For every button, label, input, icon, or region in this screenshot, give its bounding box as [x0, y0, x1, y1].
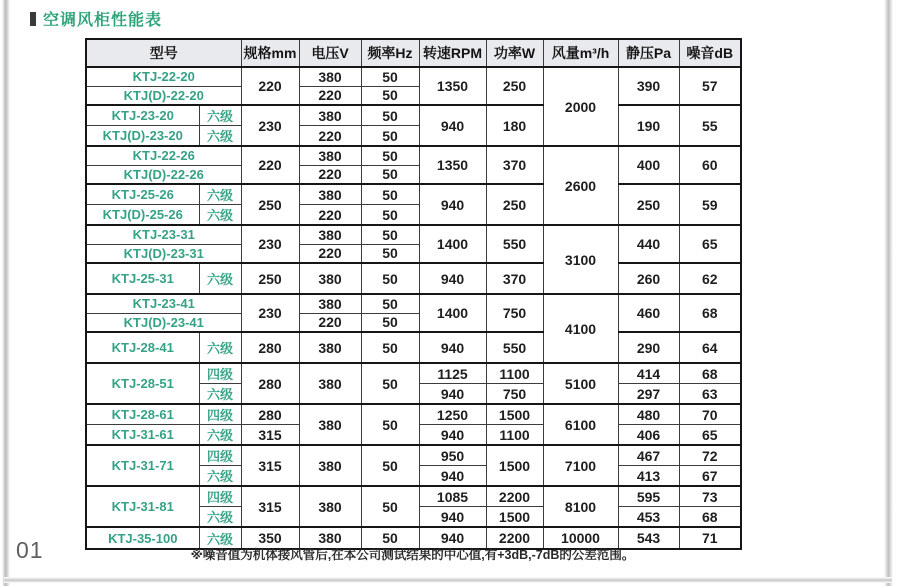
- value-cell: 380: [299, 363, 361, 404]
- value-cell: 550: [486, 225, 543, 263]
- value-cell: 750: [486, 294, 543, 332]
- value-cell: 406: [618, 425, 679, 446]
- pole-rating-cell: 六级: [199, 507, 241, 528]
- value-cell: 414: [618, 363, 679, 384]
- value-cell: 413: [618, 466, 679, 487]
- value-cell: 280: [241, 363, 299, 404]
- model-cell: KTJ-23-20: [86, 105, 199, 126]
- model-cell: KTJ-23-41: [86, 294, 241, 313]
- value-cell: 1500: [486, 507, 543, 528]
- value-cell: 940: [419, 507, 486, 528]
- value-cell: 50: [361, 67, 419, 86]
- pole-rating-cell: 四级: [199, 486, 241, 507]
- value-cell: 1400: [419, 294, 486, 332]
- value-cell: 460: [618, 294, 679, 332]
- value-cell: 280: [241, 404, 299, 425]
- value-cell: 1125: [419, 363, 486, 384]
- model-cell: KTJ-31-81: [86, 486, 199, 527]
- model-cell: KTJ-25-26: [86, 184, 199, 205]
- model-cell: KTJ-25-31: [86, 263, 199, 294]
- value-cell: 380: [299, 486, 361, 527]
- model-cell: KTJ-22-20: [86, 67, 241, 86]
- value-cell: 73: [679, 486, 741, 507]
- value-cell: 315: [241, 445, 299, 486]
- pole-rating-cell: 六级: [199, 205, 241, 226]
- column-header: 型号: [86, 39, 241, 67]
- pole-rating-cell: 六级: [199, 466, 241, 487]
- value-cell: 10000: [543, 527, 618, 549]
- value-cell: 260: [618, 263, 679, 294]
- value-cell: 70: [679, 404, 741, 425]
- value-cell: 50: [361, 205, 419, 226]
- column-header: 规格mm: [241, 39, 299, 67]
- value-cell: 230: [241, 225, 299, 263]
- table-row: [86, 404, 741, 425]
- page-edge-right: [884, 0, 893, 586]
- value-cell: 1500: [486, 445, 543, 486]
- value-cell: 5100: [543, 363, 618, 404]
- value-cell: 68: [679, 363, 741, 384]
- model-cell: KTJ(D)-22-26: [86, 165, 241, 184]
- value-cell: 543: [618, 527, 679, 549]
- value-cell: 67: [679, 466, 741, 487]
- value-cell: 50: [361, 165, 419, 184]
- pole-rating-cell: 六级: [199, 384, 241, 405]
- value-cell: 950: [419, 445, 486, 466]
- value-cell: 50: [361, 263, 419, 294]
- value-cell: 220: [299, 313, 361, 332]
- model-cell: KTJ-28-61: [86, 404, 199, 425]
- value-cell: 380: [299, 294, 361, 313]
- value-cell: 2000: [543, 67, 618, 146]
- value-cell: 4100: [543, 294, 618, 363]
- value-cell: 280: [241, 332, 299, 363]
- value-cell: 940: [419, 105, 486, 146]
- value-cell: 220: [299, 126, 361, 147]
- value-cell: 350: [241, 527, 299, 549]
- table-row: [86, 486, 741, 507]
- value-cell: 50: [361, 146, 419, 165]
- value-cell: 1500: [486, 404, 543, 425]
- page-title: 空调风柜性能表: [43, 12, 163, 29]
- value-cell: 595: [618, 486, 679, 507]
- value-cell: 3100: [543, 225, 618, 294]
- value-cell: 1350: [419, 146, 486, 184]
- value-cell: 315: [241, 425, 299, 446]
- pole-rating-cell: 六级: [199, 527, 241, 549]
- value-cell: 380: [299, 445, 361, 486]
- table-row: [86, 67, 741, 86]
- value-cell: 1100: [486, 363, 543, 384]
- model-cell: KTJ(D)-23-41: [86, 313, 241, 332]
- value-cell: 65: [679, 425, 741, 446]
- pole-rating-cell: 六级: [199, 126, 241, 147]
- value-cell: 940: [419, 466, 486, 487]
- value-cell: 1250: [419, 404, 486, 425]
- value-cell: 940: [419, 332, 486, 363]
- value-cell: 370: [486, 263, 543, 294]
- value-cell: 64: [679, 332, 741, 363]
- value-cell: 220: [241, 146, 299, 184]
- page-edge-bottom: [4, 577, 892, 583]
- value-cell: 50: [361, 126, 419, 147]
- value-cell: 220: [299, 205, 361, 226]
- pole-rating-cell: 六级: [199, 105, 241, 126]
- table-row: [86, 332, 741, 363]
- column-header: 转速RPM: [419, 39, 486, 67]
- value-cell: 440: [618, 225, 679, 263]
- value-cell: 63: [679, 384, 741, 405]
- table-row: [86, 225, 741, 244]
- value-cell: 65: [679, 225, 741, 263]
- model-cell: KTJ-22-26: [86, 146, 241, 165]
- value-cell: 190: [618, 105, 679, 146]
- value-cell: 50: [361, 105, 419, 126]
- value-cell: 180: [486, 105, 543, 146]
- value-cell: 220: [299, 86, 361, 105]
- table-row: [86, 294, 741, 313]
- value-cell: 60: [679, 146, 741, 184]
- value-cell: 2200: [486, 486, 543, 507]
- pole-rating-cell: 四级: [199, 445, 241, 466]
- value-cell: 2600: [543, 146, 618, 225]
- column-header: 风量m³/h: [543, 39, 618, 67]
- value-cell: 250: [486, 184, 543, 225]
- model-cell: KTJ-23-31: [86, 225, 241, 244]
- value-cell: 250: [618, 184, 679, 225]
- value-cell: 940: [419, 384, 486, 405]
- pole-rating-cell: 四级: [199, 363, 241, 384]
- value-cell: 220: [299, 165, 361, 184]
- value-cell: 453: [618, 507, 679, 528]
- value-cell: 315: [241, 486, 299, 527]
- value-cell: 50: [361, 225, 419, 244]
- value-cell: 230: [241, 105, 299, 146]
- pole-rating-cell: 六级: [199, 425, 241, 446]
- page-edge-left: [2, 0, 10, 586]
- value-cell: 297: [618, 384, 679, 405]
- table-body: [86, 67, 741, 549]
- value-cell: 290: [618, 332, 679, 363]
- value-cell: 380: [299, 67, 361, 86]
- value-cell: 1400: [419, 225, 486, 263]
- model-cell: KTJ(D)-25-26: [86, 205, 199, 226]
- value-cell: 50: [361, 486, 419, 527]
- value-cell: 62: [679, 263, 741, 294]
- value-cell: 50: [361, 332, 419, 363]
- value-cell: 940: [419, 263, 486, 294]
- value-cell: 68: [679, 294, 741, 332]
- value-cell: 7100: [543, 445, 618, 486]
- model-cell: KTJ-35-100: [86, 527, 199, 549]
- value-cell: 380: [299, 105, 361, 126]
- value-cell: 940: [419, 527, 486, 549]
- column-header: 功率W: [486, 39, 543, 67]
- table-header-row: [86, 39, 741, 67]
- table-row: [86, 184, 741, 205]
- table-row: [86, 146, 741, 165]
- table-row: [86, 445, 741, 466]
- column-header: 静压Pa: [618, 39, 679, 67]
- value-cell: 220: [241, 67, 299, 105]
- table-row: [86, 363, 741, 384]
- page-number: 01: [16, 537, 44, 563]
- value-cell: 380: [299, 263, 361, 294]
- model-cell: KTJ-31-71: [86, 445, 199, 486]
- value-cell: 750: [486, 384, 543, 405]
- value-cell: 72: [679, 445, 741, 466]
- value-cell: 550: [486, 332, 543, 363]
- value-cell: 1350: [419, 67, 486, 105]
- value-cell: 250: [241, 184, 299, 225]
- value-cell: 390: [618, 67, 679, 105]
- value-cell: 50: [361, 445, 419, 486]
- value-cell: 380: [299, 225, 361, 244]
- pole-rating-cell: 六级: [199, 184, 241, 205]
- value-cell: 400: [618, 146, 679, 184]
- table-row: [86, 105, 741, 126]
- pole-rating-cell: 四级: [199, 404, 241, 425]
- value-cell: 940: [419, 184, 486, 225]
- section-header: [30, 7, 162, 30]
- column-header: 电压V: [299, 39, 361, 67]
- value-cell: 50: [361, 527, 419, 549]
- value-cell: 50: [361, 244, 419, 263]
- model-cell: KTJ-31-61: [86, 425, 199, 446]
- value-cell: 370: [486, 146, 543, 184]
- model-cell: KTJ(D)-22-20: [86, 86, 241, 105]
- value-cell: 55: [679, 105, 741, 146]
- value-cell: 230: [241, 294, 299, 332]
- value-cell: 71: [679, 527, 741, 549]
- model-cell: KTJ-28-51: [86, 363, 199, 404]
- value-cell: 1100: [486, 425, 543, 446]
- section-marker-icon: [30, 12, 36, 26]
- value-cell: 380: [299, 404, 361, 445]
- pole-rating-cell: 六级: [199, 332, 241, 363]
- model-cell: KTJ-28-41: [86, 332, 199, 363]
- value-cell: 480: [618, 404, 679, 425]
- table-row: [86, 263, 741, 294]
- value-cell: 50: [361, 184, 419, 205]
- value-cell: 57: [679, 67, 741, 105]
- model-cell: KTJ(D)-23-20: [86, 126, 199, 147]
- column-header: 频率Hz: [361, 39, 419, 67]
- value-cell: 50: [361, 404, 419, 445]
- value-cell: 50: [361, 363, 419, 404]
- value-cell: 220: [299, 244, 361, 263]
- value-cell: 940: [419, 425, 486, 446]
- value-cell: 380: [299, 146, 361, 165]
- value-cell: 50: [361, 313, 419, 332]
- value-cell: 2200: [486, 527, 543, 549]
- pole-rating-cell: 六级: [199, 263, 241, 294]
- value-cell: 250: [486, 67, 543, 105]
- model-cell: KTJ(D)-23-31: [86, 244, 241, 263]
- value-cell: 50: [361, 86, 419, 105]
- value-cell: 8100: [543, 486, 618, 527]
- value-cell: 380: [299, 527, 361, 549]
- value-cell: 1085: [419, 486, 486, 507]
- value-cell: 68: [679, 507, 741, 528]
- value-cell: 250: [241, 263, 299, 294]
- value-cell: 467: [618, 445, 679, 466]
- value-cell: 59: [679, 184, 741, 225]
- value-cell: 380: [299, 184, 361, 205]
- column-header: 噪音dB: [679, 39, 741, 67]
- footnote: ※噪音值为机体接风管后,在本公司测试结果的中心值,有+3dB,-7dB的公差范围。: [190, 548, 635, 562]
- value-cell: 380: [299, 332, 361, 363]
- value-cell: 50: [361, 294, 419, 313]
- performance-table: [85, 38, 742, 550]
- value-cell: 6100: [543, 404, 618, 445]
